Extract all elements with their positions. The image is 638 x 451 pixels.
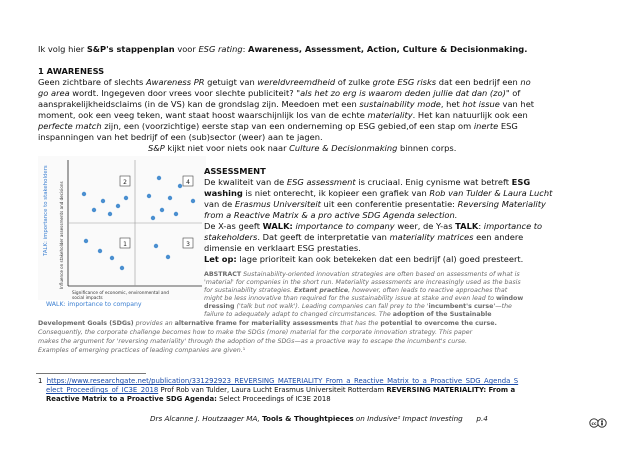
footnote-link[interactable]: https://www.researchgate.net/publication/331292923_REVERSING_MATERIALITY_From_a_Reactive_Matrix_to_a_Proactive_SDG_Agenda_S	[46, 377, 519, 385]
awareness-heading: 1 AWARENESS	[38, 66, 105, 76]
matrix-dot	[157, 176, 161, 180]
text-run: Extant practice	[294, 287, 349, 294]
quadrant-3-label: 3	[186, 241, 190, 248]
footnote-link-continued[interactable]: elect_Proceedings_of_IC3E_2018	[46, 386, 159, 394]
text-run: Reversing Materiality	[457, 199, 546, 209]
text-run: adoption of the Sustainable	[392, 311, 492, 318]
text-run: van de	[204, 199, 235, 209]
text-run: window	[496, 295, 524, 302]
matrix-dot	[101, 199, 105, 203]
page-number: p.4	[476, 414, 488, 423]
text-run: Development Goals (SDGs)	[38, 320, 134, 327]
text-run: S&P	[148, 143, 165, 153]
text-run: perfecte match	[38, 121, 102, 131]
assessment-line-6	[204, 232, 523, 243]
text-run: failure to adequately adapt to changed circumstances. The	[204, 311, 393, 318]
text-run: stakeholders	[204, 232, 258, 242]
text-run: potential to overcome the curse.	[380, 320, 497, 327]
text-run: that has the	[338, 320, 381, 327]
text-run: :	[478, 221, 484, 231]
awareness-line-1	[38, 77, 531, 88]
text-run: Rob van Tulder & Laura Lucht	[429, 188, 553, 198]
text-run: dat een bedrijf een	[436, 77, 521, 87]
text-run: zijn, een (voorzichtige) eerste stap van een onderneming op ESG gebied,of een stap om	[101, 121, 474, 131]
matrix-dot	[120, 266, 124, 270]
quadrant-2-label: 2	[123, 179, 127, 186]
page-footer: Drs Alcanne J. Houtzaager MA, Tools & Thoughtpieces on Indusive² Impact Investing p.4	[150, 414, 488, 423]
text-run: Erasmus Universiteit	[234, 199, 321, 209]
x-axis-description-2: social impacts	[72, 296, 103, 300]
svg-text:cc: cc	[591, 421, 597, 426]
text-run: provides an	[133, 320, 175, 327]
abstract-line-10	[38, 347, 245, 355]
assessment-line-7	[204, 243, 361, 254]
abstract-line-8	[38, 329, 472, 337]
footnote-rule	[36, 373, 146, 374]
text-run: van het	[499, 99, 535, 109]
footnote-line-3: Reactive Matrix to a Proactive SDG Agenda: Select Proceedings of IC3E 2018	[46, 395, 331, 403]
text-run: hot issue	[462, 99, 500, 109]
assessment-line-1	[204, 177, 530, 188]
text-run: ABSTRACT	[204, 271, 242, 278]
abstract-line-9	[38, 338, 467, 346]
abstract-line-6	[204, 311, 492, 319]
text-run: TALK	[455, 221, 479, 231]
text-run: aansprakelijkheidsclaims (in de VS) kan de grondslag zijn. Meedoen met een	[38, 99, 360, 109]
text-run: for sustainability strategies.	[204, 287, 295, 294]
text-run: ¹	[242, 347, 246, 354]
abstract-line-7	[38, 320, 497, 328]
assessment-line-2	[204, 188, 552, 199]
text-run: materiality	[367, 110, 413, 120]
matrix-dot	[160, 208, 164, 212]
text-run: inspanningen van het bedrijf of een (sub)sector (weer) aan te jagen.	[38, 132, 323, 142]
text-run: kijkt niet voor niets ook naar	[164, 143, 290, 153]
matrix-dot	[108, 212, 112, 216]
x-axis-description-1: Significance of economic, environmental and	[72, 291, 169, 296]
awareness-line-3	[38, 99, 534, 110]
awareness-line-4	[38, 110, 528, 121]
text-run: sustainability mode	[359, 99, 441, 109]
matrix-dot	[174, 212, 178, 216]
text-run: wereldvreemdheid	[257, 77, 336, 87]
text-run: wordt. Ingegeven door vrees voor slechte publiciteit?	[69, 88, 297, 98]
matrix-dot	[110, 256, 114, 260]
text-run: is cruciaal. Enig cynisme wat betreft	[355, 177, 512, 187]
text-run: Geen zichtbare of slechts	[38, 77, 146, 87]
quadrant-4-label: 4	[186, 179, 190, 186]
text-run: ESG	[511, 177, 531, 187]
text-run: importance to company	[292, 221, 395, 231]
awareness-line-6	[38, 132, 323, 143]
text-run: dressing	[204, 303, 235, 310]
text-run: Culture & Decisionmaking	[289, 143, 398, 153]
text-run: is niet onterecht, ik kopieer een grafiek van	[242, 188, 430, 198]
text-run: 'material' for companies in the short run. Materiality assessments are increasingly used as the basis	[204, 279, 521, 286]
assessment-line-5	[204, 221, 542, 232]
matrix-dot	[151, 216, 155, 220]
text-run: importance to	[483, 221, 543, 231]
assessment-line-4	[204, 210, 457, 221]
text-run: De kwaliteit van de	[204, 177, 287, 187]
footnote-number: 1	[38, 377, 43, 385]
materiality-matrix-figure	[38, 156, 206, 300]
matrix-dot	[168, 196, 172, 200]
text-run: Sustainability-oriented innovation strategies are often based on assessments of what is	[241, 271, 520, 278]
y-axis-description: Influence on stakeholder assessments and decisions	[59, 181, 64, 289]
matrix-dot	[84, 239, 88, 243]
matrix-dot	[154, 244, 158, 248]
assessment-heading: ASSESSMENT	[204, 166, 266, 176]
text-run: lage prioriteit kan ook betekeken dat een bedrijf (al) goed presteert.	[236, 254, 524, 264]
assessment-line-3	[204, 199, 546, 210]
text-run: , however, often leads to reactive approaches that	[348, 287, 508, 294]
text-run: of zulke	[335, 77, 373, 87]
quadrant-1-label: 1	[123, 241, 127, 248]
text-run: ESG assessment	[286, 177, 356, 187]
intro-line: Ik volg hier S&P's stappenplan voor ESG rating: Awareness, Assessment, Action, Culture & Decisionmaking.	[38, 44, 528, 54]
text-run: getuigt van	[204, 77, 258, 87]
text-run: moment, ook een veeg teken, want staat hoost waarschijnlijk los van de echte	[38, 110, 368, 120]
text-run: een andere	[473, 232, 524, 242]
matrix-dot	[116, 204, 120, 208]
text-run: inerte	[473, 121, 499, 131]
text-run: from a Reactive Matrix & a pro active SDG Agenda selection.	[204, 210, 458, 220]
text-run: of	[509, 88, 521, 98]
text-run: "als het zo erg is waarom deden jullie dat dan (zo)"	[296, 88, 510, 98]
awareness-line-2	[38, 88, 520, 99]
awareness-line-7	[148, 143, 456, 154]
matrix-dot	[124, 196, 128, 200]
assessment-line-8	[204, 254, 523, 265]
text-run: ESG	[498, 121, 518, 131]
text-run: Let op:	[204, 254, 237, 264]
text-run: alternative frame for materiality assessments	[174, 320, 339, 327]
footnote-line-1	[38, 377, 518, 386]
text-run: go area	[38, 88, 70, 98]
text-run: dimensie en verklaart ESG prestaties.	[204, 243, 361, 253]
text-run: —the	[495, 303, 512, 310]
footnote-line-2: elect_Proceedings_of_IC3E_2018 Prof Rob van Tulder, Laura Lucht Erasmus Universiteit Rotterdam REVERSING MATERIALITY: From a	[46, 386, 516, 394]
awareness-line-5	[38, 121, 518, 132]
matrix-dot	[82, 192, 86, 196]
matrix-dot	[178, 184, 182, 188]
text-run: binnen corps.	[397, 143, 457, 153]
text-run: no	[520, 77, 531, 87]
text-run: incumbent's curse'	[428, 303, 496, 310]
text-run: washing	[204, 188, 243, 198]
text-run: Awareness PR	[146, 77, 205, 87]
matrix-dot	[166, 255, 170, 259]
text-run: De X-as geeft	[204, 221, 263, 231]
text-run: WALK:	[262, 221, 293, 231]
matrix-dot	[98, 249, 102, 253]
cc-license-icon	[589, 413, 607, 426]
matrix-dot	[147, 194, 151, 198]
text-run: , het	[440, 99, 463, 109]
text-run: grote ESG risks	[372, 77, 437, 87]
text-run: uit een conferentie presentatie:	[320, 199, 458, 209]
matrix-dot	[92, 208, 96, 212]
text-run: materiality matrices	[389, 232, 474, 242]
text-run: Examples of emerging practices of leading companies are given.	[38, 347, 243, 354]
y-axis-label: TALK: importance to stakeholders	[43, 165, 49, 256]
text-run: makes the argument for 'reversing materiality' through the adoption of the SDGs—as a proactive way to escape the incumbent's curse.	[38, 338, 467, 345]
text-run: . Het kan natuurlijk ook een	[412, 110, 528, 120]
text-run: might be less innovative than required for the sustainability issue at stake and even lead to	[204, 295, 497, 302]
text-run: . Dat geeft de interpretatie van	[257, 232, 390, 242]
text-run: Consequently, the corporate challenge becomes how to make the SDGs (more) material for the corporate innovation strategy. This paper	[38, 329, 473, 336]
text-run: weer, de Y-as	[394, 221, 456, 231]
x-axis-label: WALK: importance to company	[46, 301, 142, 308]
text-run: ('talk but not walk'). Leading companies can fall prey to the '	[234, 303, 429, 310]
matrix-dot	[191, 199, 195, 203]
